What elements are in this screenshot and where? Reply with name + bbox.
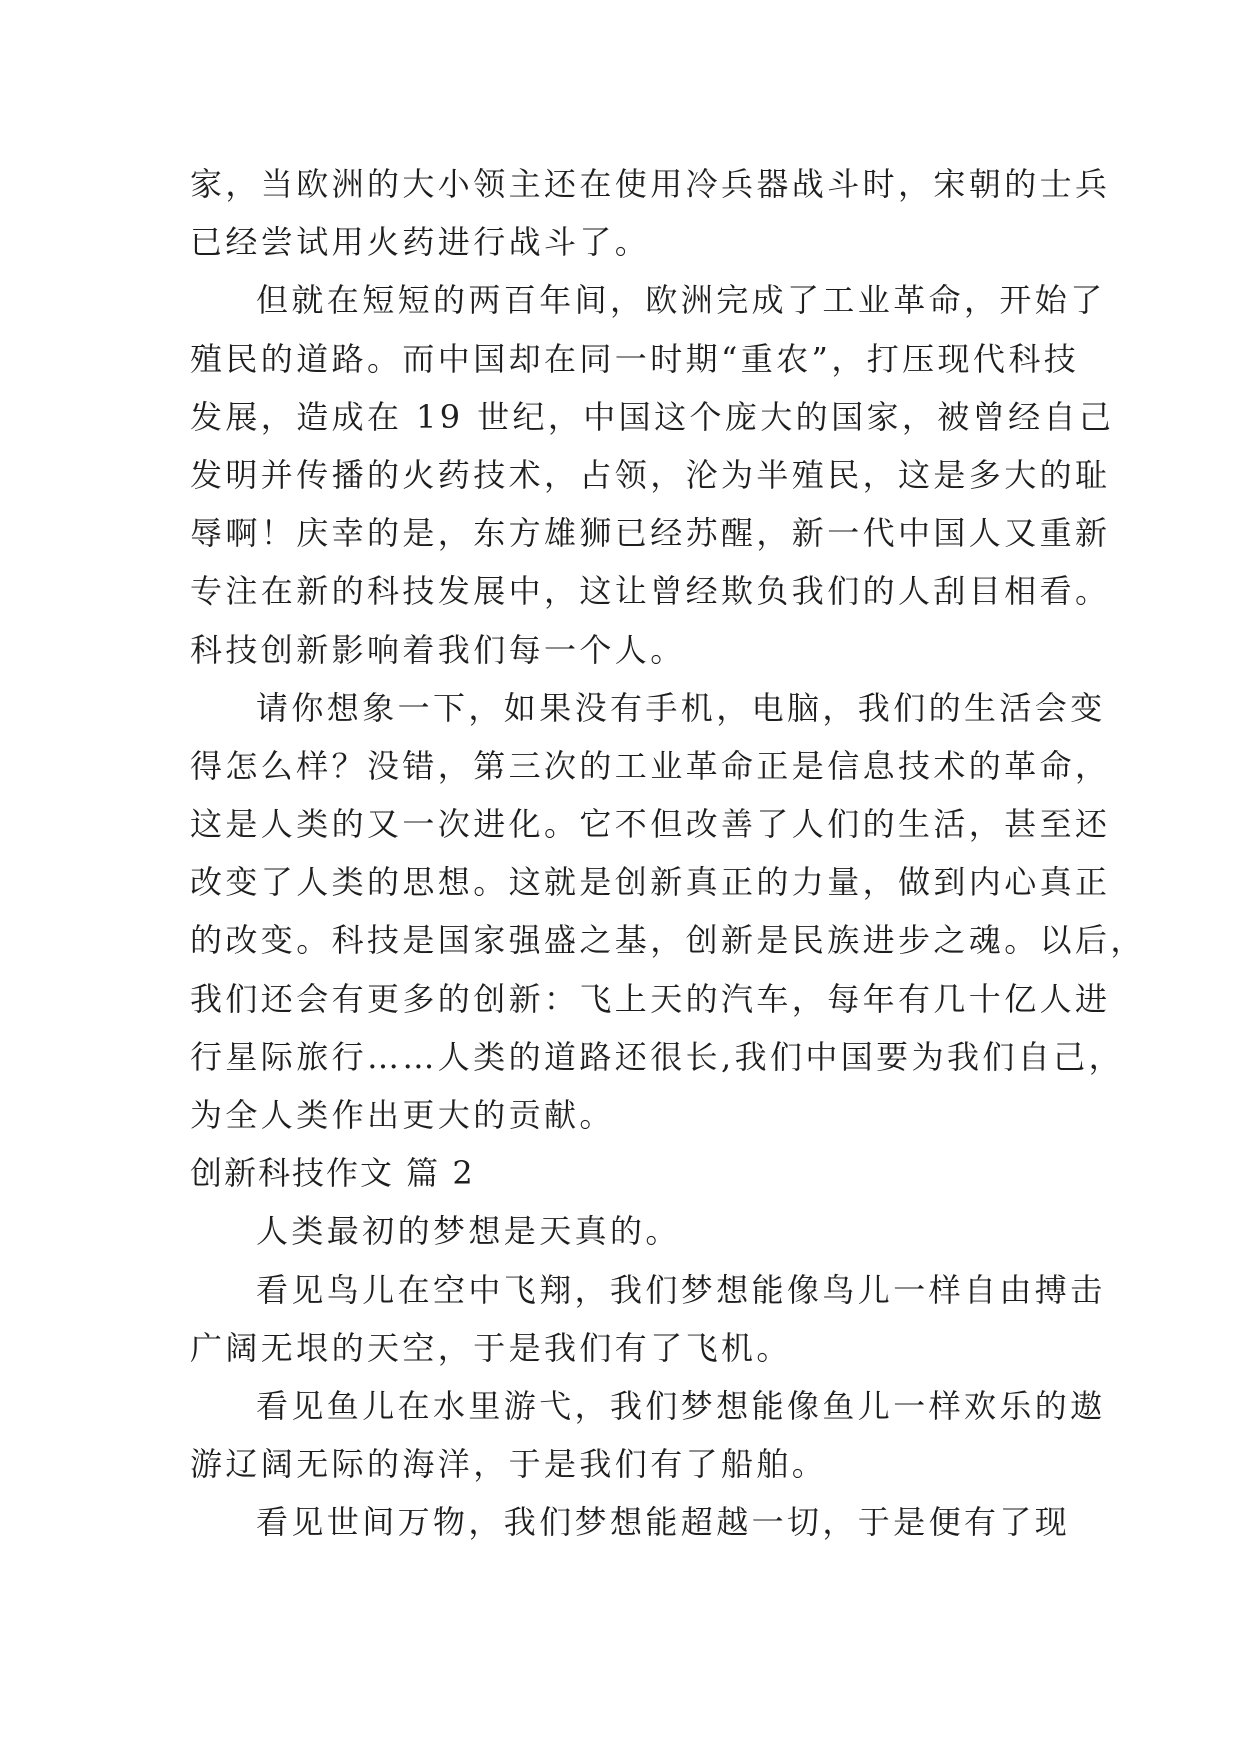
text-line: 行星际旅行……人类的道路还很长,我们中国要为我们自己， — [190, 1037, 1124, 1076]
text-line: 看见世间万物，我们梦想能超越一切，于是便有了现 — [256, 1503, 1071, 1542]
text-line: 家，当欧洲的大小领主还在使用冷兵器战斗时，宋朝的士兵 — [190, 165, 1111, 203]
text-line: 发展，造成在 19 世纪，中国这个庞大的国家，被曾经自己 — [190, 397, 1115, 436]
text-line: 请你想象一下，如果没有手机，电脑，我们的生活会变 — [256, 688, 1106, 727]
text-line: 发明并传播的火药技术，占领，沦为半殖民，这是多大的耻 — [190, 455, 1111, 494]
text-line: 已经尝试用火药进行战斗了。 — [190, 223, 651, 262]
text-line: 这是人类的又一次进化。它不但改善了人们的生活，甚至还 — [190, 805, 1111, 844]
text-line: 看见鱼儿在水里游弋，我们梦想能像鱼儿一样欢乐的遨 — [256, 1386, 1106, 1425]
text-line: 人类最初的梦想是天真的。 — [256, 1212, 681, 1251]
section-heading: 创新科技作文 篇 2 — [190, 1154, 475, 1193]
text-line: 我们还会有更多的创新：飞上天的汽车，每年有几十亿人进 — [190, 979, 1111, 1018]
text-line: 看见鸟儿在空中飞翔，我们梦想能像鸟儿一样自由搏击 — [256, 1270, 1106, 1309]
text-line: 改变了人类的思想。这就是创新真正的力量，做到内心真正 — [190, 863, 1111, 902]
text-line: 专注在新的科技发展中，这让曾经欺负我们的人刮目相看。 — [190, 572, 1111, 611]
text-line: 但就在短短的两百年间，欧洲完成了工业革命，开始了 — [256, 281, 1106, 320]
document-body — [190, 155, 1146, 1552]
text-line: 的改变。科技是国家强盛之基，创新是民族进步之魂。以后， — [190, 921, 1146, 960]
text-line: 得怎么样？没错，第三次的工业革命正是信息技术的革命， — [190, 746, 1111, 785]
text-line: 游辽阔无际的海洋，于是我们有了船舶。 — [190, 1445, 828, 1484]
text-line: 为全人类作出更大的贡献。 — [190, 1096, 615, 1134]
text-line: 广阔无垠的天空，于是我们有了飞机。 — [190, 1328, 792, 1367]
text-line: 辱啊！庆幸的是，东方雄狮已经苏醒，新一代中国人又重新 — [190, 514, 1111, 553]
text-line: 科技创新影响着我们每一个人。 — [190, 630, 686, 669]
text-line: 殖民的道路。而中国却在同一时期“重农”，打压现代科技 — [190, 339, 1080, 378]
